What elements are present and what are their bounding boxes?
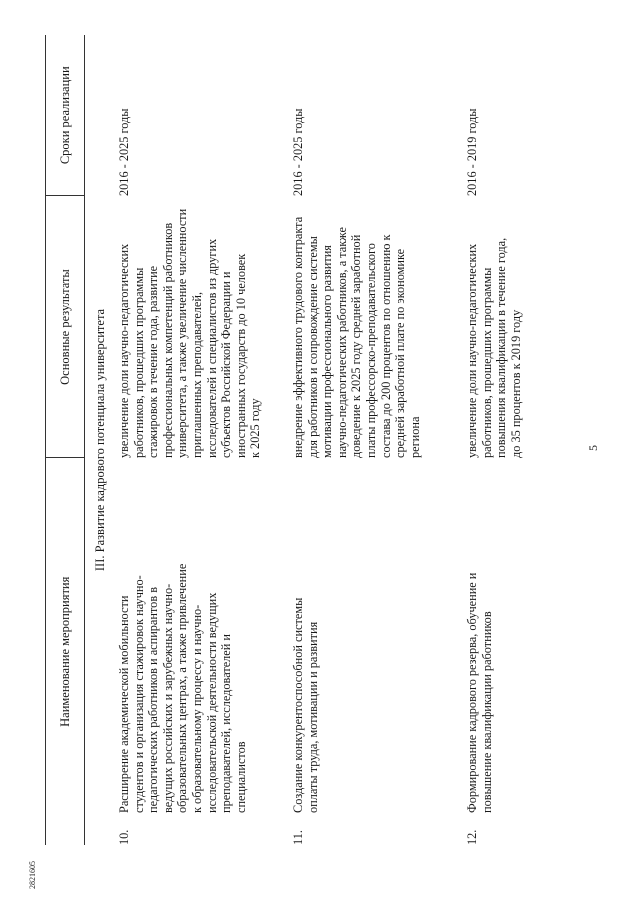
result-line: профессиональных компетенций работников <box>160 222 175 458</box>
row-number: 12. <box>465 829 479 845</box>
section-title: III. Развитие кадрового потенциала университета <box>92 308 107 572</box>
row-activity-name <box>463 458 575 813</box>
activity-name-line: студентов и организация стажировок научно- <box>131 575 146 813</box>
row-results <box>115 196 289 458</box>
activity-name-line: Создание конкурентоспособной системы <box>291 597 305 813</box>
row-term: 2016 - 2019 годы <box>465 108 479 196</box>
page-number: 5 <box>586 445 600 451</box>
activity-name-line: повышение квалификации работников <box>479 611 494 813</box>
activity-name-line: преподавателей, исследователей и <box>219 634 234 813</box>
result-line: иностранных государств до 10 человек <box>233 253 248 458</box>
row-term: 2016 - 2025 годы <box>117 108 131 196</box>
row-term: 2016 - 2025 годы <box>291 108 305 196</box>
header-term: Сроки реализации <box>46 35 85 196</box>
result-line: мотивации профессионального развития <box>320 245 335 458</box>
result-line: повышения квалификации в течение года, <box>494 237 509 458</box>
result-line: доведение к 2025 году средней заработной <box>349 234 364 458</box>
result-line: стажировок в течение года, развитие <box>146 265 161 458</box>
result-line: приглашенных преподавателей, <box>189 291 204 458</box>
row-number: 11. <box>291 830 305 845</box>
table-body <box>115 35 575 845</box>
result-line: до 35 процентов к 2019 году <box>508 309 523 458</box>
result-line: субъектов Российской Федерации и <box>219 271 234 458</box>
activities-table <box>45 35 575 845</box>
activity-name-line: специалистов <box>233 741 248 813</box>
activity-name-line: образовательных центрах, а также привлечение <box>175 563 190 813</box>
table-header-row <box>46 35 85 845</box>
activity-name-line: ведущих российских и зарубежных научно- <box>160 583 175 813</box>
activity-name-line: Расширение академической мобильности <box>117 595 131 813</box>
result-line: средней заработной плате по экономике <box>393 248 408 458</box>
result-line: к 2025 году <box>248 398 263 458</box>
activity-name-line: оплаты труда, мотивации и развития <box>305 621 320 813</box>
result-line: научно-педагогических работников, а также <box>334 227 349 458</box>
result-line: региона <box>407 416 422 458</box>
result-line: исследователей и специалистов из других <box>204 238 219 458</box>
row-results <box>289 196 463 458</box>
result-line: внедрение эффективного трудового контракта <box>291 216 305 458</box>
result-line: увеличение доли научно-педагогических <box>465 243 479 458</box>
header-name: Наименование мероприятия <box>46 458 85 845</box>
header-results: Основные результаты <box>46 196 85 458</box>
activity-name-line: к образовательному процессу и научно- <box>189 604 204 813</box>
table-row <box>463 35 575 845</box>
document-code: 2821605 <box>28 861 37 889</box>
result-line: университета, а также увеличение численности <box>175 208 190 458</box>
result-line: состава до 200 процентов по отношению к <box>378 234 393 458</box>
result-line: работников, прошедших программы <box>479 267 494 458</box>
row-activity-name <box>115 458 289 813</box>
result-line: увеличение доли научно-педагогических <box>117 243 131 458</box>
table-row <box>115 35 289 845</box>
result-line: работников, прошедших программы <box>131 267 146 458</box>
row-results <box>463 196 575 458</box>
activity-name-line: исследовательской деятельности ведущих <box>204 592 219 813</box>
row-activity-name <box>289 458 463 813</box>
result-line: для работников и сопровождение системы <box>305 236 320 458</box>
section-row <box>85 35 116 845</box>
result-line: платы профессорско-преподавательского <box>363 243 378 458</box>
row-number: 10. <box>117 829 131 845</box>
activity-name-line: Формирование кадрового резерва, обучение и <box>465 572 479 813</box>
table-row <box>289 35 463 845</box>
activity-name-line: педагогических работников и аспирантов в <box>146 586 161 813</box>
